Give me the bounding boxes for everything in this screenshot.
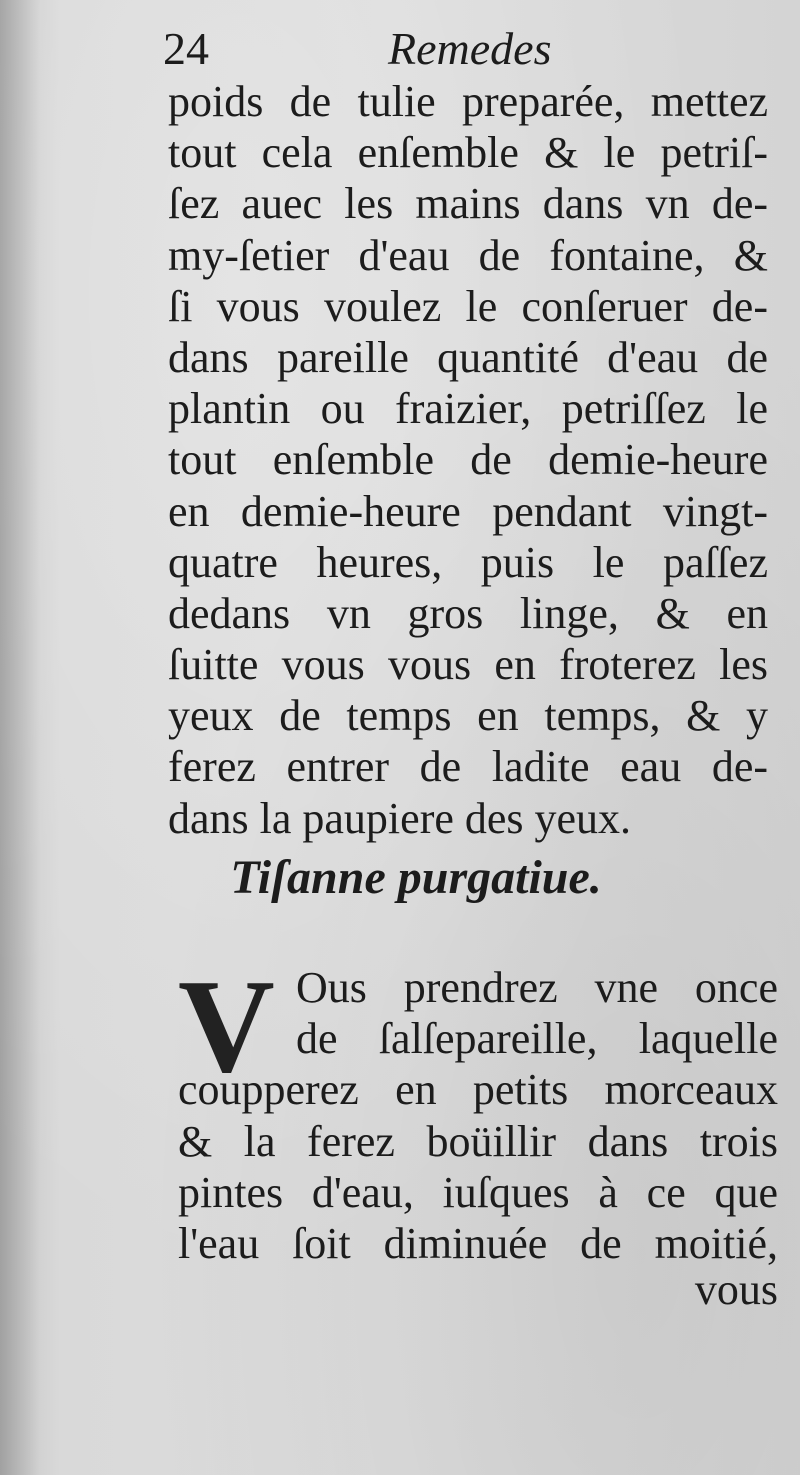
gutter-shadow (0, 0, 40, 1475)
text-line: tout cela enſemble & le petriſ- (168, 128, 768, 178)
text-line: my-ſetier d'eau de fontaine, & (168, 230, 768, 280)
text-line: dedans vn gros linge, & en (168, 588, 768, 638)
text-line: quatre heures, puis le paſſez (168, 537, 768, 587)
text-line: tout enſemble de demie-heure (168, 435, 768, 485)
text-line: en demie-heure pendant vingt- (168, 486, 768, 536)
text-line: l'eau ſoit diminuée de moitié, (178, 1218, 778, 1268)
section-heading (0, 848, 800, 908)
section-heading-text: Tiſanne purgatiue. (230, 851, 602, 904)
text-line: ferez entrer de ladite eau de- (168, 742, 768, 792)
page-header (0, 22, 800, 82)
recipe-paragraph (178, 952, 778, 1269)
drop-cap: V (178, 952, 275, 1100)
text-line: coupperez en petits morceaux (178, 1065, 778, 1115)
text-line: dans pareille quantité d'eau de (168, 332, 768, 382)
page-number: 24 (163, 23, 209, 74)
text-line: de ſalſepareille, laquelle (296, 1014, 778, 1064)
text-line: Ous prendrez vne once (296, 963, 778, 1012)
text-line: ſi vous voulez le conſeruer de- (168, 281, 768, 331)
text-line: yeux de temps en temps, & y (168, 691, 768, 741)
text-line: pintes d'eau, iuſques à ce que (178, 1167, 778, 1217)
text-line: plantin ou fraizier, petriſſez le (168, 384, 768, 434)
text-line: & la ferez boüillir dans trois (178, 1116, 778, 1166)
text-line: poids de tulie preparée, mettez (168, 77, 768, 126)
text-line: dans la paupiere des yeux. (168, 793, 632, 843)
catchword: vous (694, 1265, 778, 1314)
running-head: Remedes (388, 23, 552, 74)
text-line: ſez auec les mains dans vn de- (168, 179, 768, 229)
text-line: ſuitte vous vous en froterez les (168, 640, 768, 690)
continued-paragraph (168, 76, 768, 844)
